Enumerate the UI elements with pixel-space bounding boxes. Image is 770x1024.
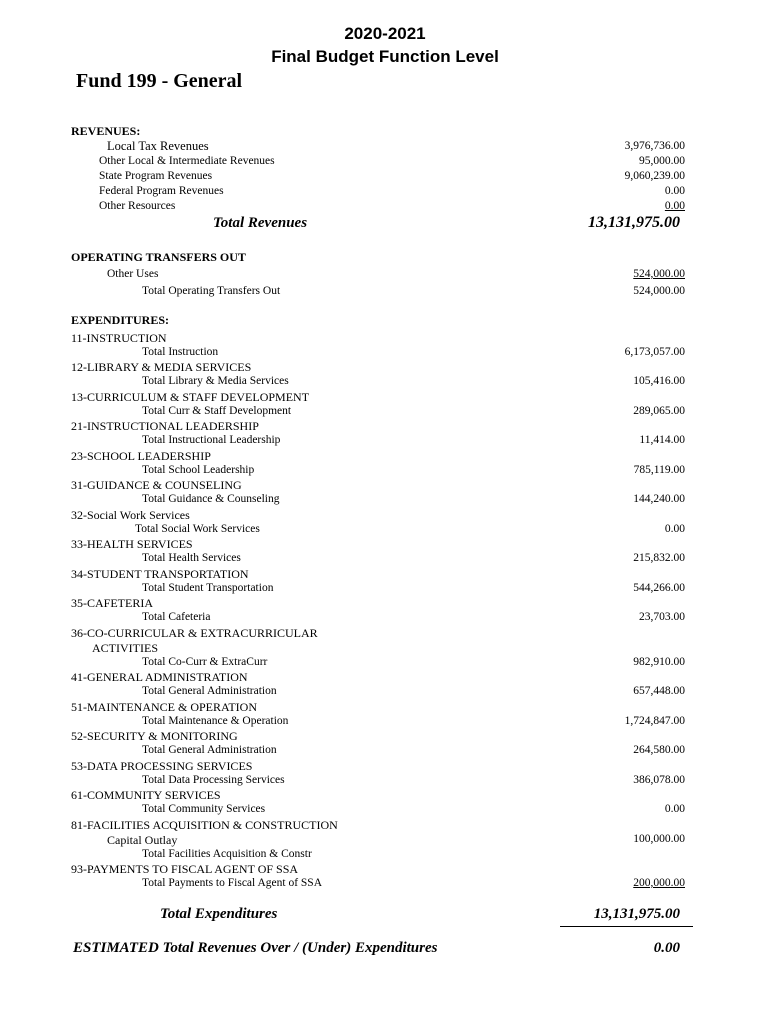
revenue-amount: 95,000.00 [639,155,685,167]
category-name: 35-CAFETERIA [71,596,153,610]
category-name-continued: ACTIVITIES [92,641,158,655]
category-name: 34-STUDENT TRANSPORTATION [71,567,249,581]
category-amount: 1,724,847.00 [624,715,685,727]
summary-amount: 0.00 [653,940,680,956]
category-total-label: Total Maintenance & Operation [142,715,289,727]
category-total-label: Total General Administration [142,744,277,756]
category-amount: 11,414.00 [639,434,685,446]
category-name: 51-MAINTENANCE & OPERATION [71,700,257,714]
category-amount: 6,173,057.00 [624,346,685,358]
category-amount: 386,078.00 [633,774,685,786]
category-name: 21-INSTRUCTIONAL LEADERSHIP [71,419,259,433]
revenue-label: Local Tax Revenues [107,139,209,153]
revenue-label: State Program Revenues [99,170,213,182]
category-total-label: Total Community Services [142,803,266,815]
fund-title: Fund 199 - General [76,70,243,92]
expenditures-heading: EXPENDITURES: [71,313,170,327]
category-total-label: Total Instruction [142,346,219,358]
report-title: Final Budget Function Level [271,47,499,66]
category-name: 53-DATA PROCESSING SERVICES [71,759,253,773]
revenue-label: Other Local & Intermediate Revenues [99,155,275,167]
category-total-label: Total Instructional Leadership [142,434,281,446]
category-amount: 264,580.00 [633,744,685,756]
category-total-label: Total Co-Curr & ExtraCurr [142,656,268,668]
category-total-label: Total Facilities Acquisition & Constr [142,848,312,860]
category-total-label: Total Student Transportation [142,582,274,594]
transfers-item-amount: 524,000.00 [633,268,685,280]
category-name: 61-COMMUNITY SERVICES [71,788,221,802]
total-revenues-label: Total Revenues [213,215,308,231]
category-name: 23-SCHOOL LEADERSHIP [71,449,211,463]
category-amount: 0.00 [664,803,685,815]
category-total-label: Total Payments to Fiscal Agent of SSA [142,877,322,889]
category-name: 52-SECURITY & MONITORING [71,729,238,743]
revenue-amount: 0.00 [664,200,685,212]
revenues-heading: REVENUES: [71,124,141,138]
category-amount: 0.00 [664,523,685,535]
total-revenues-amount: 13,131,975.00 [588,214,680,231]
report-year: 2020-2021 [344,24,426,43]
category-name: 93-PAYMENTS TO FISCAL AGENT OF SSA [71,862,299,876]
category-amount: 544,266.00 [633,582,685,594]
capital-outlay-amount: 100,000.00 [633,833,685,845]
capital-outlay-label: Capital Outlay [107,833,178,847]
category-amount: 23,703.00 [639,611,685,623]
total-expenditures-label: Total Expenditures [160,906,278,922]
summary-label: ESTIMATED Total Revenues Over / (Under) Expenditures [73,940,438,956]
transfers-total-label: Total Operating Transfers Out [142,285,281,297]
transfers-heading: OPERATING TRANSFERS OUT [71,250,246,264]
category-amount: 785,119.00 [633,464,685,476]
category-amount: 105,416.00 [633,375,685,387]
category-amount: 657,448.00 [633,685,685,697]
category-total-label: Total School Leadership [142,464,255,476]
category-amount: 289,065.00 [633,405,685,417]
revenue-amount: 9,060,239.00 [624,170,685,182]
total-expenditures-rule [560,926,693,927]
category-total-label: Total Guidance & Counseling [142,493,280,505]
category-name: 12-LIBRARY & MEDIA SERVICES [71,360,252,374]
category-amount: 982,910.00 [633,656,685,668]
category-total-label: Total Social Work Services [135,523,260,535]
category-total-label: Total General Administration [142,685,277,697]
transfers-item-label: Other Uses [107,268,159,280]
revenue-amount: 3,976,736.00 [624,140,685,152]
total-expenditures-amount: 13,131,975.00 [593,906,680,922]
category-total-label: Total Data Processing Services [142,774,285,786]
category-name: 31-GUIDANCE & COUNSELING [71,478,242,492]
revenue-amount: 0.00 [664,185,685,197]
revenue-label: Federal Program Revenues [99,185,224,197]
category-name: 11-INSTRUCTION [71,331,167,345]
category-name: 81-FACILITIES ACQUISITION & CONSTRUCTION [71,818,338,832]
category-total-label: Total Curr & Staff Development [142,405,292,417]
revenue-label: Other Resources [99,200,176,212]
category-name: 33-HEALTH SERVICES [71,537,193,551]
category-total-label: Total Library & Media Services [142,375,289,387]
category-name: 13-CURRICULUM & STAFF DEVELOPMENT [71,390,310,404]
category-amount: 200,000.00 [633,877,685,889]
category-amount: 144,240.00 [633,493,685,505]
category-name: 41-GENERAL ADMINISTRATION [71,670,248,684]
category-name: 32-Social Work Services [71,508,190,522]
category-total-label: Total Health Services [142,552,241,564]
transfers-total-amount: 524,000.00 [633,285,685,297]
category-total-label: Total Cafeteria [142,611,211,623]
category-name: 36-CO-CURRICULAR & EXTRACURRICULAR [71,626,318,640]
category-amount: 215,832.00 [633,552,685,564]
